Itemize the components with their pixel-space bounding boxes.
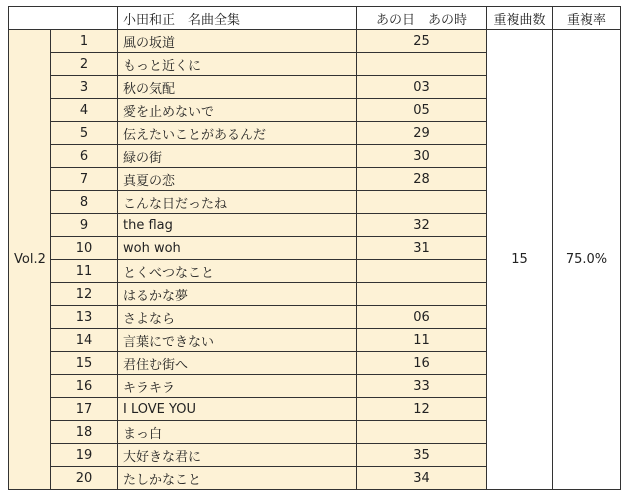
header-blank-cell[interactable] [51,7,118,30]
track-number-cell[interactable]: 14 [51,329,118,352]
track-number-cell[interactable]: 18 [51,421,118,444]
dup-rate-cell[interactable]: 75.0% [553,30,621,490]
table-row [9,30,621,53]
anohi-track-cell[interactable]: 11 [357,329,487,352]
song-title-cell[interactable]: woh woh [118,237,357,260]
song-title-cell[interactable]: 真夏の恋 [118,168,357,191]
track-number-cell[interactable]: 10 [51,237,118,260]
track-number-cell[interactable]: 2 [51,53,118,76]
song-title-cell[interactable]: 言葉にできない [118,329,357,352]
anohi-track-cell[interactable]: 16 [357,352,487,375]
anohi-track-cell[interactable] [357,283,487,306]
anohi-track-cell[interactable]: 29 [357,122,487,145]
header-dup-rate-cell[interactable]: 重複率 [553,7,621,30]
song-table [8,6,621,490]
song-title-cell[interactable]: とくべつなこと [118,260,357,283]
track-number-cell[interactable]: 16 [51,375,118,398]
anohi-track-cell[interactable]: 25 [357,30,487,53]
dup-count-cell[interactable]: 15 [487,30,553,490]
track-number-cell[interactable]: 12 [51,283,118,306]
anohi-track-cell[interactable] [357,421,487,444]
track-number-cell[interactable]: 13 [51,306,118,329]
anohi-track-cell[interactable] [357,53,487,76]
track-number-cell[interactable]: 19 [51,444,118,467]
anohi-track-cell[interactable]: 33 [357,375,487,398]
anohi-track-cell[interactable]: 06 [357,306,487,329]
song-title-cell[interactable]: I LOVE YOU [118,398,357,421]
track-number-cell[interactable]: 20 [51,467,118,490]
track-number-cell[interactable]: 7 [51,168,118,191]
header-title-cell[interactable]: 小田和正 名曲全集 [118,7,357,30]
header-anohi-cell[interactable]: あの日 あの時 [357,7,487,30]
track-number-cell[interactable]: 9 [51,214,118,237]
anohi-track-cell[interactable]: 12 [357,398,487,421]
track-number-cell[interactable]: 5 [51,122,118,145]
header-row [9,7,621,30]
song-title-cell[interactable]: the flag [118,214,357,237]
track-number-cell[interactable]: 4 [51,99,118,122]
song-title-cell[interactable]: 伝えたいことがあるんだ [118,122,357,145]
anohi-track-cell[interactable]: 32 [357,214,487,237]
song-title-cell[interactable]: 緑の街 [118,145,357,168]
header-blank-cell[interactable] [9,7,51,30]
anohi-track-cell[interactable]: 05 [357,99,487,122]
song-title-cell[interactable]: キラキラ [118,375,357,398]
song-title-cell[interactable]: 愛を止めないで [118,99,357,122]
header-dup-count-cell[interactable]: 重複曲数 [487,7,553,30]
track-number-cell[interactable]: 6 [51,145,118,168]
anohi-track-cell[interactable]: 35 [357,444,487,467]
track-number-cell[interactable]: 8 [51,191,118,214]
song-title-cell[interactable]: もっと近くに [118,53,357,76]
volume-label-cell[interactable]: Vol.2 [9,30,51,490]
song-title-cell[interactable]: まっ白 [118,421,357,444]
anohi-track-cell[interactable] [357,260,487,283]
song-title-cell[interactable]: はるかな夢 [118,283,357,306]
song-title-cell[interactable]: たしかなこと [118,467,357,490]
anohi-track-cell[interactable]: 34 [357,467,487,490]
anohi-track-cell[interactable] [357,191,487,214]
track-number-cell[interactable]: 3 [51,76,118,99]
song-title-cell[interactable]: こんな日だったね [118,191,357,214]
anohi-track-cell[interactable]: 31 [357,237,487,260]
track-number-cell[interactable]: 17 [51,398,118,421]
song-title-cell[interactable]: さよなら [118,306,357,329]
song-title-cell[interactable]: 風の坂道 [118,30,357,53]
anohi-track-cell[interactable]: 03 [357,76,487,99]
song-title-cell[interactable]: 君住む街へ [118,352,357,375]
song-title-cell[interactable]: 秋の気配 [118,76,357,99]
track-number-cell[interactable]: 1 [51,30,118,53]
song-title-cell[interactable]: 大好きな君に [118,444,357,467]
track-number-cell[interactable]: 15 [51,352,118,375]
anohi-track-cell[interactable]: 30 [357,145,487,168]
anohi-track-cell[interactable]: 28 [357,168,487,191]
track-number-cell[interactable]: 11 [51,260,118,283]
